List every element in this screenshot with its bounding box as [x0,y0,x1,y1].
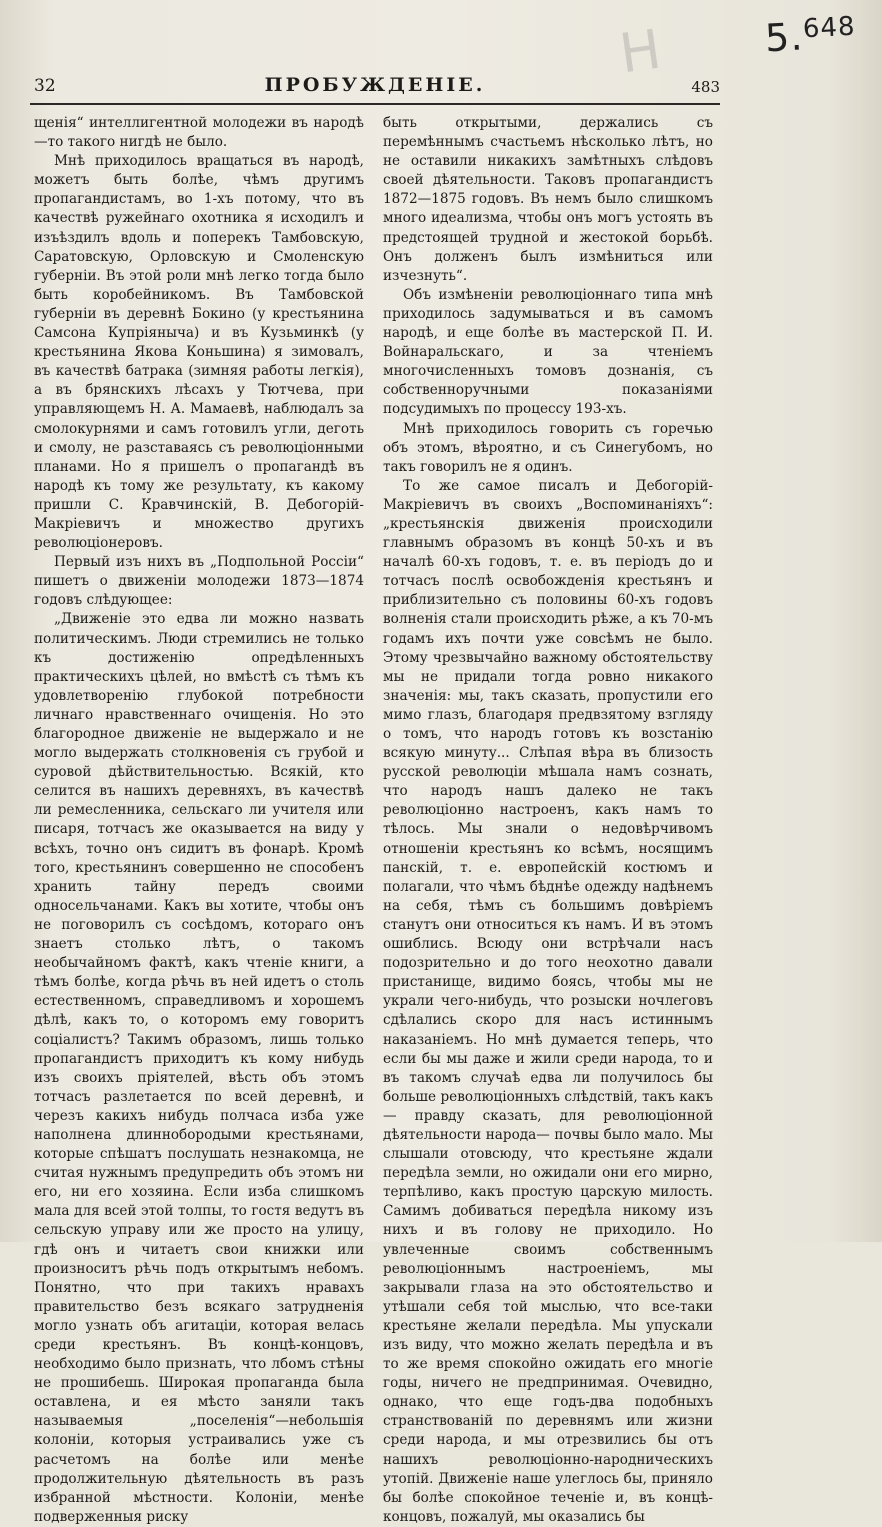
paragraph: То же самое писалъ и Дебогорій-Макріевичъ въ своихъ „Воспоминаніяхъ“: „крестьянскія движенія происходили главнымъ образомъ въ концѣ 50-хъ и въ началѣ 60-хъ годовъ, т. е. въ періодъ до и тотчасъ послѣ освобожденія крестьянъ и приблизительно съ половины 60-хъ годовъ волненія стали происходить рѣже, а къ 70-мъ годамъ ихъ почти уже совсѣмъ не было. Этому чрезвычайно важному обстоятельству мы не придали тогда ровно никакого значенія: мы, такъ сказать, пропустили его мимо глазъ, благодаря предвзятому взгляду о томъ, что народъ готовъ къ возстанію всякую минуту... Слѣпая вѣра въ близость русской революціи мѣшала намъ сознать, что народъ нашъ далеко не такъ революціонно настроенъ, какъ намъ то тѣлось. Мы знали о недовѣрчивомъ отношеніи крестьянъ ко всѣмъ, носящимъ панскій, т. е. европейскій костюмъ и полагали, что чѣмъ бѣднѣе одежду надѣнемъ на себя, тѣмъ съ большимъ довѣріемъ станутъ они относиться къ намъ. И въ этомъ ошиблись. Всюду они встрѣчали насъ подозрительно и до того неохотно давали пристанище, видимо боясь, чтобы мы не украли чего-нибудь, что розыски ночлеговъ сдѣлались скоро для насъ истиннымъ наказаніемъ. Но мнѣ думается теперь, что если бы мы даже и жили среди народа, то и въ такомъ случаѣ едва ли получилось бы больше революціонныхъ слѣдствій, такъ какъ — правду сказать, для революціонной дѣятельности народа— почвы было мало. Мы слышали отовсюду, что крестьяне ждали передѣла земли, но ожидали они его мирно, терпѣливо, какъ простую царскую милость. Самимъ добиваться передѣла никому изъ нихъ и въ голову не приходило. Но увлеченные своимъ собственнымъ революціоннымъ настроеніемъ, мы закрывали глаза на это обстоятельство и утѣшали себя той мыслью, что все-таки крестьяне желали передѣла. Мы упускали изъ виду, что можно желать передѣла и въ то же время спокойно ожидать его многіе годы, ничего не предпринимая. Очевидно, однако, что еще годъ-два подобныхъ странствованій по деревнямъ или жизни среди народа, и мы отрезвились бы отъ нашихъ революціонно-народническихъ утопій. Движеніе наше улеглось бы, приняло бы болѣе спокойное теченіе и, въ концѣ-концовъ, пожалуй, мы оказались бы [383,477,713,1525]
left-column [34,114,364,1527]
quotation-paragraph: „Движеніе это едва ли можно назвать политическимъ. Люди стремились не только къ достиженію опредѣленныхъ практическихъ цѣлей, но вмѣстѣ съ тѣмъ къ удовлетворенію глубокой потребности личнаго нравственнаго очищенія. Но это благородное движеніе не выдержало и не могло выдержать столкновенія съ грубой и суровой дѣйствительностью. Всякій, кто селится въ нашихъ деревняхъ, въ качествѣ ли ремесленника, сельскаго ли учителя или писаря, тотчасъ же оказывается на виду у всѣхъ, точно онъ сидитъ въ фонарѣ. Кромѣ того, крестьянинъ совершенно не способенъ хранить тайну передъ своими односельчанами. Какъ вы хотите, чтобы онъ не поговорилъ съ сосѣдомъ, котораго онъ знаетъ столько лѣтъ, о такомъ необычайномъ фактѣ, какъ чтеніе книги, а тѣмъ болѣе, когда рѣчь въ ней идетъ о столь естественномъ, справедливомъ и хорошемъ дѣлѣ, какъ то, о которомъ ему говоритъ соціалистъ? Такимъ образомъ, лишь только пропагандистъ приходитъ къ кому нибудь изъ своихъ пріятелей, вѣсть объ этомъ тотчасъ разлетается по всей деревнѣ, и черезъ какихъ нибудь полчаса изба уже наполнена длиннобородыми крестьянами, которые спѣшатъ послушать незнакомца, не считая нужнымъ предупредить объ этомъ ни его, ни его хозяина. Если изба слишкомъ мала для всей этой толпы, то гостя ведутъ въ сельскую управу или же просто на улицу, гдѣ онъ и читаетъ свои книжки или произноситъ рѣчь подъ открытымъ небомъ. Понятно, что при такихъ нравахъ правительство безъ всякаго затрудненія могло узнать объ агитаціи, которая велась среди крестьянъ. Въ концѣ-концовъ, необходимо было признать, что лбомъ стѣны не прошибешь. Широкая пропаганда была оставлена, и ея мѣсто заняли такъ называемыя „поселенія“—небольшія колоніи, которыя устраивались уже съ расчетомъ на болѣе или менѣе продолжительную дѣятельность въ разъ избранной мѣстности. Колоніи, менѣе подверженныя риску [34,611,364,1525]
right-column [383,114,713,1527]
page-number-right: 483 [691,78,720,96]
page-number-left: 32 [34,76,56,96]
faint-archive-stamp: Н [615,17,665,86]
paragraph: Мнѣ приходилось говорить съ горечью объ этомъ, вѣроятно, и съ Синегубомъ, но такъ говорилъ не я одинъ. [383,420,713,475]
paragraph: быть открытыми, держались съ перемѣннымъ счастьемъ нѣсколько лѣтъ, но не оставили никакихъ замѣтныхъ слѣдовъ своей дѣятельности. Таковъ пропагандистъ 1872—1875 годовъ. Въ немъ было слишкомъ много идеализма, чтобы онъ могъ устоять въ предстоящей трудной и жестокой борьбѣ. Онъ долженъ былъ измѣниться или изчезнуть“. [383,115,713,284]
paragraph: Объ измѣненіи революціоннаго типа мнѣ приходилось задумываться и въ самомъ народѣ, и еще болѣе въ мастерской П. И. Войнаральскаго, и за чтеніемъ многочисленныхъ томовъ дознанія, съ собственноручными показаніями подсудимыхъ по процессу 193-хъ. [383,286,713,418]
archive-number-mark [764,12,857,61]
header-divider [30,103,720,105]
paragraph: Мнѣ приходилось вращаться въ народѣ, можетъ быть болѣе, чѣмъ другимъ пропагандистамъ, во 1-хъ потому, что въ качествѣ ружейнаго охотника я исходилъ и изъѣздилъ вдоль и поперекъ Тамбовскую, Саратовскую, Орловскую и Смоленскую губерніи. Въ этой роли мнѣ легко тогда было быть коробейникомъ. Въ Тамбовской губерніи въ деревнѣ Бокино (у крестьянина Самсона Купріяныча) и въ Кузьминкѣ (у крестьянина Якова Коньшина) я зимовалъ, въ качествѣ батрака (зимняя работы легкія), а въ брянскихъ лѣсахъ у Тютчева, при управляющемъ Н. А. Мамаевѣ, наблюдалъ за смолокурнями и самъ готовилъ угли, деготь и смолу, не разставаясь съ революціонными планами. Но я пришелъ о пропагандѣ въ народѣ къ тому же результату, къ какому пришли С. Кравчинскій, В. Дебогорій-Макріевичъ и множество другихъ революціонеровъ. [34,153,364,552]
page-header [30,74,720,100]
archive-number: 5. [764,14,805,61]
paragraph: Первый изъ нихъ въ „Подпольной Россіи“ пишетъ о движеніи молодежи 1873—1874 годовъ слѣдующее: [34,554,364,609]
running-title: ПРОБУЖДЕНІЕ. [264,74,486,96]
archive-number-sub: 648 [802,11,857,45]
paragraph: щенія“ интеллигентной молодежи въ народѣ—то такого нигдѣ не было. [34,115,364,151]
